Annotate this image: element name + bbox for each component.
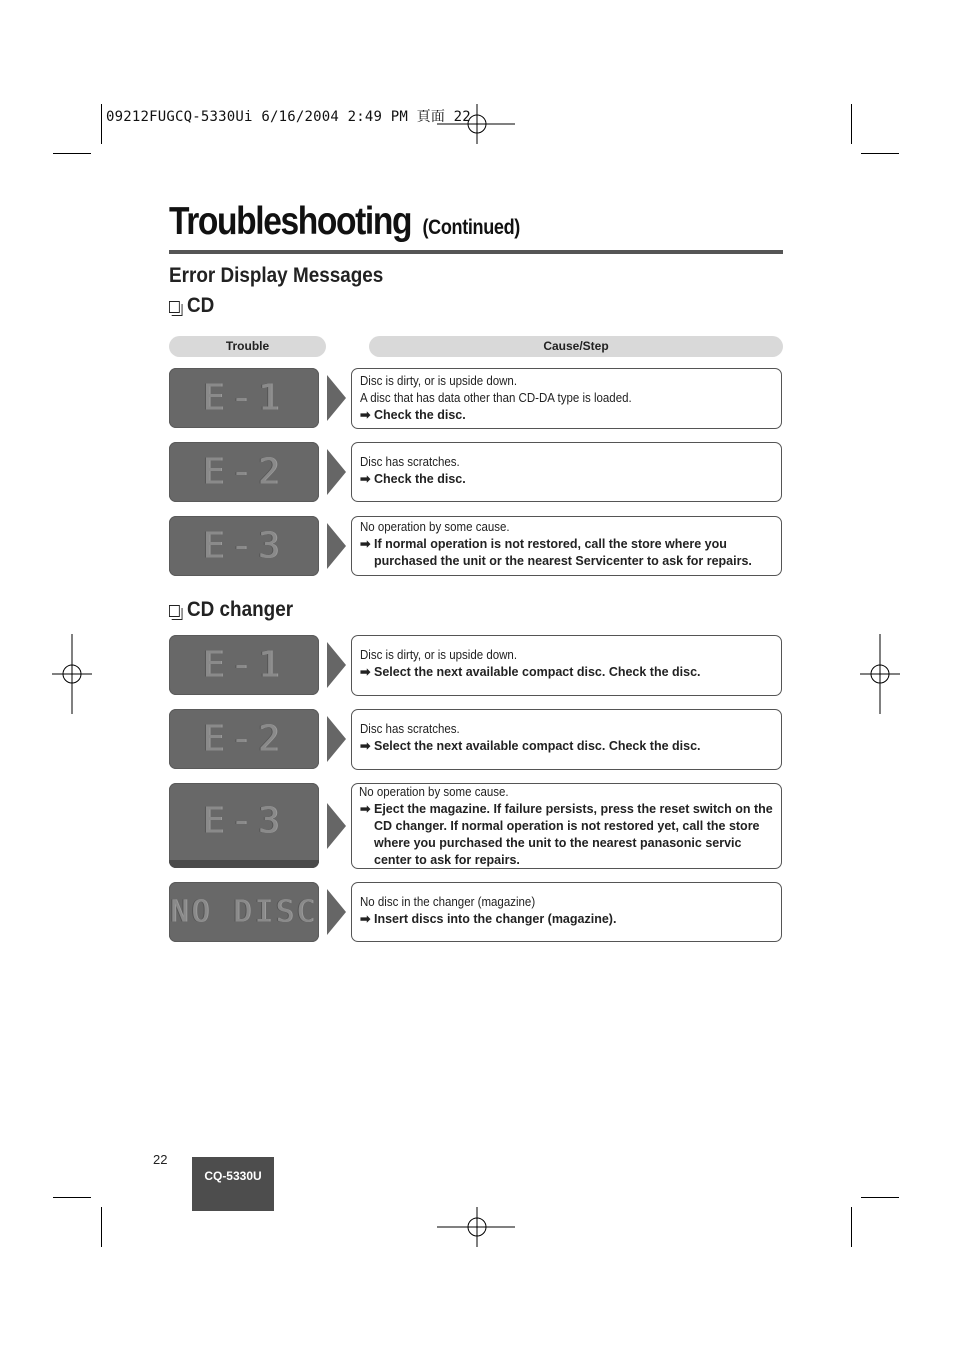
- lcd-display: [169, 635, 319, 695]
- lcd-display: [169, 709, 319, 769]
- cause-line: Disc has scratches.: [360, 455, 460, 469]
- lcd-display: [169, 882, 319, 942]
- lcd-display-text: E-1: [202, 377, 286, 419]
- arrow-right-icon: [327, 803, 346, 849]
- lcd-display: [169, 442, 319, 502]
- lcd-display-text: E-1: [202, 644, 286, 686]
- title-rule: [169, 250, 783, 254]
- cause-line: Disc is dirty, or is upside down.: [360, 648, 518, 662]
- cause-box: [351, 783, 782, 869]
- crop-mark: [101, 104, 102, 144]
- cause-line: A disc that has data other than CD-DA type is loaded.: [360, 391, 632, 405]
- step-text: Select the next available compact disc. Check the disc.: [374, 739, 701, 753]
- arrow-right-icon: [327, 449, 346, 495]
- step-text: Check the disc.: [374, 472, 466, 486]
- page-number: 22: [153, 1152, 168, 1167]
- checkbox-icon: [169, 301, 180, 313]
- crop-mark: [851, 1207, 852, 1247]
- cause-line: Disc is dirty, or is upside down.: [360, 374, 518, 388]
- step-text: If normal operation is not restored, call the store where you purchased the unit or the nearest Servicenter to ask for repairs.: [374, 537, 752, 568]
- lcd-display: [169, 516, 319, 576]
- step: [360, 536, 773, 570]
- print-slug: 09212FUGCQ-5330Ui 6/16/2004 2:49 PM 頁面 22: [106, 109, 471, 125]
- registration-mark-icon: [52, 634, 92, 714]
- arrow-right-icon: [327, 375, 346, 421]
- section-heading: Error Display Messages: [169, 264, 384, 287]
- lcd-display: [169, 368, 319, 428]
- cause-box: [351, 368, 782, 429]
- lcd-display-text: E-3: [202, 525, 286, 567]
- cause-box: [351, 516, 782, 576]
- page-title-text: Troubleshooting: [169, 200, 412, 243]
- step-text: Insert discs into the changer (magazine).: [374, 912, 617, 926]
- step: [360, 471, 773, 488]
- lcd-display-text: NO DISC: [170, 894, 318, 930]
- arrow-icon: ➡: [360, 408, 371, 422]
- column-header-trouble: Trouble: [169, 336, 326, 357]
- step-text: Eject the magazine. If failure persists, press the reset switch on the CD changer. If normal operation is not restored yet, call the store where you purchased the unit to the nearest panasonic servic center to ask for repairs.: [374, 802, 773, 867]
- arrow-right-icon: [327, 716, 346, 762]
- subsection-heading-cd: [169, 294, 214, 318]
- step: [360, 664, 773, 681]
- step: [360, 407, 773, 424]
- lcd-display-text: E-3: [202, 800, 286, 842]
- arrow-icon: ➡: [360, 739, 371, 753]
- cause-box: [351, 635, 782, 696]
- arrow-right-icon: [327, 642, 346, 688]
- crop-mark: [851, 104, 852, 144]
- subsection-heading-text: CD changer: [187, 598, 294, 621]
- step: [360, 801, 773, 869]
- lcd-display-text: E-2: [202, 718, 286, 760]
- step: [360, 738, 773, 755]
- cause-box: [351, 709, 782, 770]
- lcd-display: [169, 783, 319, 868]
- crop-mark: [861, 153, 899, 154]
- cause-line: Disc has scratches.: [360, 722, 460, 736]
- crop-mark: [53, 1197, 91, 1198]
- arrow-icon: ➡: [360, 912, 371, 926]
- step-text: Select the next available compact disc. Check the disc.: [374, 665, 701, 679]
- model-tab: CQ-5330U: [192, 1157, 274, 1211]
- arrow-icon: ➡: [360, 537, 371, 551]
- cause-box: [351, 442, 782, 502]
- lcd-bottom-strip: [169, 860, 319, 868]
- crop-mark: [101, 1207, 102, 1247]
- subsection-heading-text: CD: [187, 294, 215, 317]
- step-text: Check the disc.: [374, 408, 466, 422]
- arrow-icon: ➡: [360, 665, 371, 679]
- arrow-icon: ➡: [360, 472, 371, 486]
- registration-mark-icon: [860, 634, 900, 714]
- cause-line: No operation by some cause.: [360, 520, 510, 534]
- arrow-right-icon: [327, 889, 346, 935]
- column-header-cause: Cause/Step: [369, 336, 783, 357]
- page-title: [169, 200, 520, 244]
- arrow-icon: ➡: [360, 802, 371, 816]
- checkbox-icon: [169, 605, 180, 617]
- step: [360, 911, 773, 928]
- subsection-heading-cd-changer: [169, 598, 293, 622]
- page-title-suffix: (Continued): [422, 216, 520, 239]
- crop-mark: [53, 153, 91, 154]
- arrow-right-icon: [327, 523, 346, 569]
- cause-line: No disc in the changer (magazine): [360, 895, 536, 909]
- lcd-display-text: E-2: [202, 451, 286, 493]
- registration-mark-icon: [437, 1207, 517, 1247]
- cause-box: [351, 882, 782, 942]
- cause-line: No operation by some cause.: [359, 785, 509, 799]
- crop-mark: [861, 1197, 899, 1198]
